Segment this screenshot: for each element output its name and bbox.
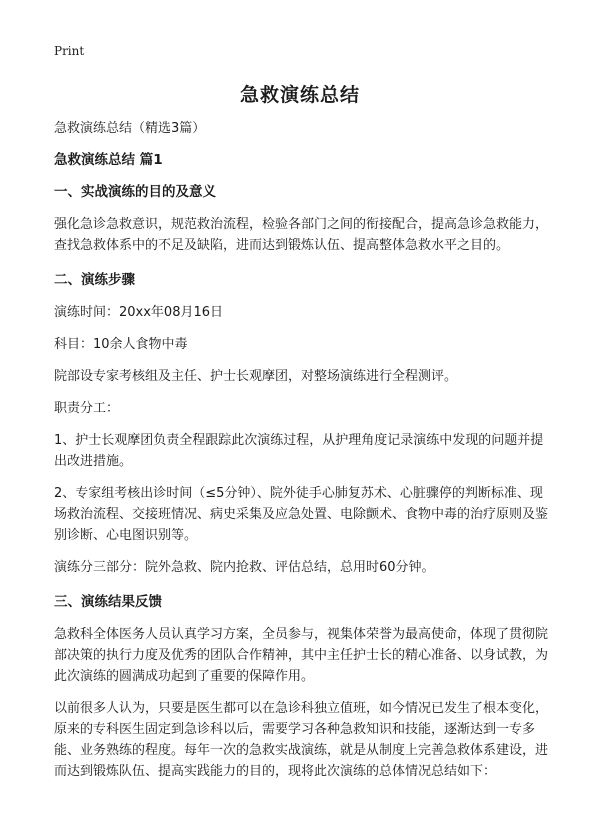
document-subtitle: 急救演练总结（精选3篇） <box>54 121 206 136</box>
section-heading-steps: 二、演练步骤 <box>54 272 135 288</box>
paragraph: 科目：10余人食物中毒 <box>54 337 188 352</box>
paragraph: 1、护士长观摩团负责全程跟踪此次演练过程，从护理角度记录演练中发现的问题并提出改进措施。 <box>54 433 544 469</box>
paragraph: 院部设专家考核组及主任、护士长观摩团，对整场演练进行全程测评。 <box>54 369 458 384</box>
section-heading-feedback: 三、演练结果反馈 <box>54 594 162 610</box>
paragraph: 以前很多人认为，只要是医生都可以在急诊科独立值班，如今情况已发生了根本变化，原来的专科医生固定到急诊科以后，需要学习各种急救知识和技能，逐渐达到一专多能、业务熟练的程度。每年一次的急救实战演练，就是从制度上完善急救体系建设，进而达到锻炼队伍、提高实践能力的目的，现将此次演练的总体情况总结如下： <box>54 701 549 779</box>
part-title: 急救演练总结 篇1 <box>54 152 163 168</box>
paragraph: 演练时间：20xx年08月16日 <box>54 305 224 320</box>
print-link[interactable]: Print <box>54 44 85 58</box>
paragraph: 演练分三部分：院外急救、院内抢救、评估总结，总用时60分钟。 <box>54 560 435 575</box>
section-heading-purpose: 一、实战演练的目的及意义 <box>54 184 216 200</box>
paragraph: 强化急诊急救意识，规范救治流程，检验各部门之间的衔接配合，提高急诊急救能力，查找急救体系中的不足及缺陷，进而达到锻炼认伍、提高整体急救水平之目的。 <box>54 217 549 253</box>
page-title: 急救演练总结 <box>239 84 360 106</box>
paragraph: 职责分工： <box>54 401 120 416</box>
paragraph: 2、专家组考核出诊时间（≤5分钟）、院外徒手心肺复苏术、心脏骤停的判断标准、现场救治流程、交接班情况、病史采集及应急处置、电除颤术、食物中毒的治疗原则及鉴别诊断、心电图识别等。 <box>54 486 549 543</box>
document-body <box>54 118 550 782</box>
paragraph: 急救科全体医务人员认真学习方案，全员参与，视集体荣誉为最高使命，体现了贯彻院部决策的执行力度及优秀的团队合作精神，其中主任护士长的精心准备、以身试教，为此次演练的圆满成功起到了重要的保障作用。 <box>54 627 549 684</box>
